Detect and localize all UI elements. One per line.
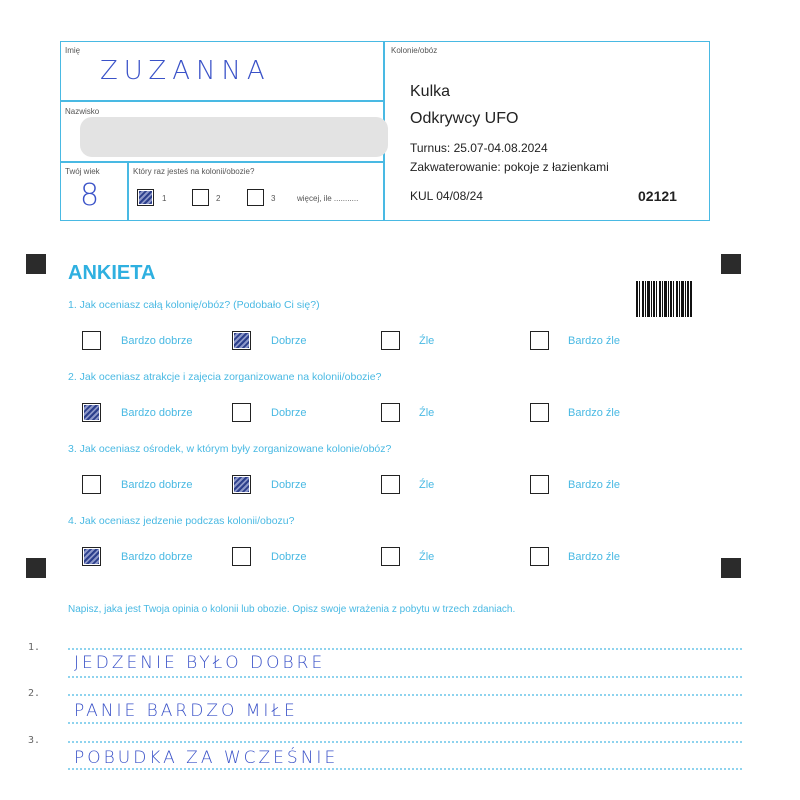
- wiek-label: Twój wiek: [65, 167, 100, 176]
- question-1: 1. Jak oceniasz całą kolonię/obóz? (Podobało Ci się?): [68, 299, 320, 311]
- answer-1-text[interactable]: JEDZENIE BYŁO DOBRE: [74, 653, 326, 673]
- q1-checkbox-dobrze[interactable]: [232, 331, 251, 350]
- zakwaterowanie: Zakwaterowanie: pokoje z łazienkami: [410, 160, 609, 174]
- q1-checkbox-bardzo-dobrze[interactable]: [82, 331, 101, 350]
- q1-checkbox-bardzo-zle[interactable]: [530, 331, 549, 350]
- header-divider-3: [127, 161, 129, 221]
- q3-option-bardzo-dobrze: Bardzo dobrze: [121, 479, 193, 491]
- q2-option-bardzo-dobrze: Bardzo dobrze: [121, 407, 193, 419]
- q4-checkbox-bardzo-zle[interactable]: [530, 547, 549, 566]
- q4-option-bardzo-dobrze: Bardzo dobrze: [121, 551, 193, 563]
- turnus: Turnus: 25.07-04.08.2024: [410, 141, 548, 155]
- header-divider-1: [60, 100, 384, 102]
- wiek-value[interactable]: 8: [80, 178, 106, 213]
- kolonie-name: Kulka: [410, 83, 451, 100]
- registration-marker-tl: [26, 254, 46, 274]
- answer-3-line: [68, 768, 742, 770]
- q1-option-bardzo-dobrze: Bardzo dobrze: [121, 335, 193, 347]
- registration-marker-br: [721, 558, 741, 578]
- q1-option-dobrze: Dobrze: [271, 335, 307, 347]
- ktory-raz-checkbox-3[interactable]: [247, 189, 264, 206]
- q2-option-bardzo-zle: Bardzo źle: [568, 407, 620, 419]
- q4-checkbox-bardzo-dobrze[interactable]: [82, 547, 101, 566]
- kolonie-label: Kolonie/obóz: [391, 46, 438, 55]
- q4-option-bardzo-zle: Bardzo źle: [568, 551, 620, 563]
- answer-2-text[interactable]: PANIE BARDZO MIŁE: [74, 701, 298, 721]
- q2-checkbox-bardzo-zle[interactable]: [530, 403, 549, 422]
- header-divider-2: [60, 161, 384, 163]
- answer-2-line: [68, 722, 742, 724]
- numer: 02121: [638, 188, 677, 204]
- answer-2-line-top: [68, 694, 742, 696]
- answer-1-line-top: [68, 648, 742, 650]
- q2-checkbox-dobrze[interactable]: [232, 403, 251, 422]
- imie-value[interactable]: ZUZANNA: [100, 56, 271, 86]
- q2-checkbox-zle[interactable]: [381, 403, 400, 422]
- answer-3-line-top: [68, 741, 742, 743]
- ktory-raz-option-1: 1: [162, 194, 167, 203]
- q2-checkbox-bardzo-dobrze[interactable]: [82, 403, 101, 422]
- nazwisko-label: Nazwisko: [65, 107, 100, 116]
- ktory-raz-option-more: więcej, ile ...........: [297, 194, 359, 203]
- q3-checkbox-bardzo-dobrze[interactable]: [82, 475, 101, 494]
- answer-3-text[interactable]: POBUDKA ZA WCZEŚNIE: [74, 748, 339, 768]
- question-4: 4. Jak oceniasz jedzenie podczas kolonii/obozu?: [68, 515, 295, 527]
- imie-label: Imię: [65, 46, 81, 55]
- q3-option-zle: Źle: [419, 479, 435, 491]
- q2-option-zle: Źle: [419, 407, 435, 419]
- registration-marker-tr: [721, 254, 741, 274]
- q3-checkbox-bardzo-zle[interactable]: [530, 475, 549, 494]
- ktory-raz-option-3: 3: [271, 194, 276, 203]
- q1-checkbox-zle[interactable]: [381, 331, 400, 350]
- q3-checkbox-zle[interactable]: [381, 475, 400, 494]
- q4-checkbox-zle[interactable]: [381, 547, 400, 566]
- registration-marker-bl: [26, 558, 46, 578]
- answer-2-number: 2.: [28, 688, 41, 699]
- answer-1-number: 1.: [28, 642, 41, 653]
- q3-option-bardzo-zle: Bardzo źle: [568, 479, 620, 491]
- answer-3-number: 3.: [28, 735, 41, 746]
- ktory-raz-label: Który raz jesteś na kolonii/obozie?: [133, 167, 255, 176]
- question-3: 3. Jak oceniasz ośrodek, w którym były zorganizowane kolonie/obóz?: [68, 443, 392, 455]
- ktory-raz-checkbox-2[interactable]: [192, 189, 209, 206]
- q1-option-zle: Źle: [419, 335, 435, 347]
- kod: KUL 04/08/24: [410, 189, 483, 203]
- q3-checkbox-dobrze[interactable]: [232, 475, 251, 494]
- nazwisko-redacted: [80, 117, 388, 157]
- q4-checkbox-dobrze[interactable]: [232, 547, 251, 566]
- q4-option-dobrze: Dobrze: [271, 551, 307, 563]
- ktory-raz-checkbox-1[interactable]: [137, 189, 154, 206]
- question-2: 2. Jak oceniasz atrakcje i zajęcia zorganizowane na kolonii/obozie?: [68, 371, 382, 383]
- q3-option-dobrze: Dobrze: [271, 479, 307, 491]
- q2-option-dobrze: Dobrze: [271, 407, 307, 419]
- kolonie-program: Odkrywcy UFO: [410, 110, 519, 127]
- barcode-icon: [636, 281, 692, 317]
- opinion-prompt: Napisz, jaka jest Twoja opinia o kolonii lub obozie. Opisz swoje wrażenia z pobytu w trzech zdaniach.: [68, 604, 516, 615]
- ktory-raz-option-2: 2: [216, 194, 221, 203]
- page-title: ANKIETA: [68, 262, 156, 284]
- answer-1-line: [68, 676, 742, 678]
- q4-option-zle: Źle: [419, 551, 435, 563]
- q1-option-bardzo-zle: Bardzo źle: [568, 335, 620, 347]
